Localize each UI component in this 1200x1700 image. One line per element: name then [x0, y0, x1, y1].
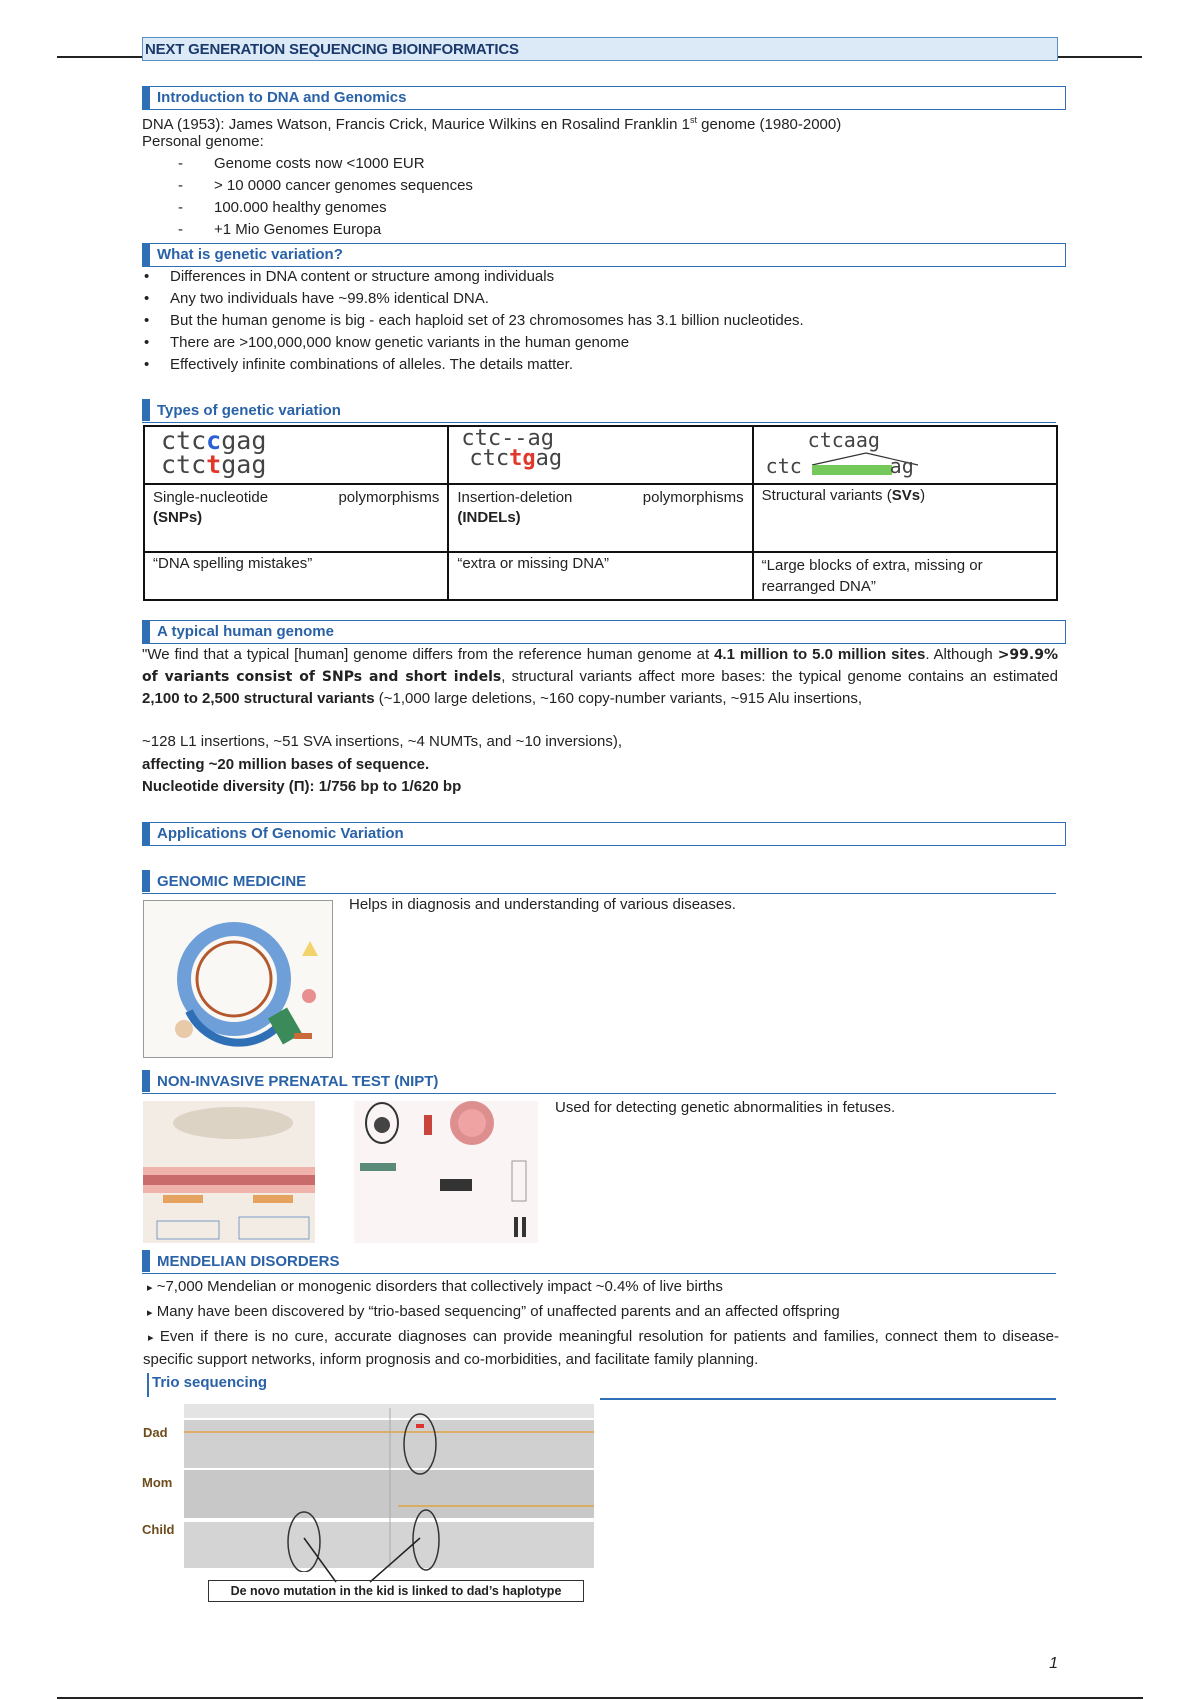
sv-name-cell: Structural variants (SVs)	[753, 484, 1057, 552]
trio-caption: De novo mutation in the kid is linked to dad’s haplotype	[208, 1580, 584, 1602]
snp-desc-cell: “DNA spelling mistakes”	[144, 552, 448, 600]
trio-caption-pointers	[290, 1536, 430, 1586]
variation-list	[142, 266, 804, 376]
section-heading-mendelian: MENDELIAN DISORDERS	[142, 1250, 1056, 1274]
mendelian-bullet-1: ▸ ~7,000 Mendelian or monogenic disorders that collectively impact ~0.4% of live births	[147, 1278, 723, 1295]
trio-label-dad: Dad	[143, 1425, 168, 1440]
genomic-medicine-text: Helps in diagnosis and understanding of various diseases.	[349, 896, 736, 913]
mendelian-bullet-2: ▸ Many have been discovered by “trio-based sequencing” of unaffected parents and an affected offspring	[147, 1303, 840, 1320]
list-item: - Genome costs now <1000 EUR	[142, 153, 473, 175]
section-heading-applications: Applications Of Genomic Variation	[142, 822, 1066, 846]
top-rule-left	[57, 56, 143, 58]
list-item: - > 10 0000 cancer genomes sequences	[142, 175, 473, 197]
personal-genome-label: Personal genome:	[142, 133, 264, 150]
top-rule-right	[1058, 56, 1142, 58]
variation-types-table	[143, 425, 1058, 601]
nipt-placenta-image	[143, 1101, 315, 1243]
indel-sequence-cell: ctc--ag ctctgag	[448, 426, 752, 484]
trio-label-child: Child	[142, 1522, 175, 1537]
sv-sequence-cell: ctcaag ctc ag	[753, 426, 1057, 484]
typical-genome-line3: affecting ~20 million bases of sequence.	[142, 756, 430, 773]
section-heading-types: Types of genetic variation	[142, 399, 1056, 423]
indel-name-cell: Insertion-deletion polymorphisms (INDELs)	[448, 484, 752, 552]
list-item: • But the human genome is big - each haploid set of 23 chromosomes has 3.1 billion nucleotides.	[142, 310, 804, 332]
section-heading-intro: Introduction to DNA and Genomics	[142, 86, 1066, 110]
genomic-medicine-cycle-image	[143, 900, 333, 1058]
trio-heading: Trio sequencing	[152, 1374, 268, 1391]
section-heading-variation: What is genetic variation?	[142, 243, 1066, 267]
list-item: • Any two individuals have ~99.8% identical DNA.	[142, 288, 804, 310]
personal-genome-list	[142, 153, 473, 241]
section-heading-nipt: NON-INVASIVE PRENATAL TEST (NIPT)	[142, 1070, 1056, 1094]
typical-genome-line2: ~128 L1 insertions, ~51 SVA insertions, ~4 NUMTs, and ~10 inversions),	[142, 733, 622, 750]
nucleotide-diversity: Nucleotide diversity (Π): 1/756 bp to 1/620 bp	[142, 778, 462, 795]
list-item: • Differences in DNA content or structure among individuals	[142, 266, 804, 288]
list-item: - 100.000 healthy genomes	[142, 197, 473, 219]
page-title: NEXT GENERATION SEQUENCING BIOINFORMATICS	[142, 37, 1058, 61]
intro-dna-history: DNA (1953): James Watson, Francis Crick, Maurice Wilkins en Rosalind Franklin 1st genome (1980-2000)	[142, 115, 842, 133]
list-item: • There are >100,000,000 know genetic variants in the human genome	[142, 332, 804, 354]
nipt-placenta-graphic	[143, 1101, 315, 1243]
genomic-medicine-cycle-graphic	[144, 901, 332, 1057]
nipt-workflow-graphic	[354, 1101, 538, 1243]
indel-desc-cell: “extra or missing DNA”	[448, 552, 752, 600]
trio-label-mom: Mom	[142, 1475, 173, 1490]
sv-desc-cell: “Large blocks of extra, missing or rearranged DNA”	[753, 552, 1057, 600]
typical-genome-quote: "We find that a typical [human] genome differs from the reference human genome at 4.1 million to 5.0 million sites. Although >99.9% of variants consist of SNPs and short indels, structural variants affect more bases: the typical genome contains an estimated 2,100 to 2,500 structural variants (~1,000 large deletions, ~160 copy-number variants, ~915 Alu insertions,	[142, 646, 1058, 707]
nipt-text: Used for detecting genetic abnormalities in fetuses.	[555, 1099, 896, 1116]
section-heading-typical: A typical human genome	[142, 620, 1066, 644]
nipt-workflow-image	[354, 1101, 538, 1243]
list-item: - +1 Mio Genomes Europa	[142, 219, 473, 241]
snp-sequence-cell: ctccgag ctctgag	[144, 426, 448, 484]
mendelian-bullet-3: ▸ Even if there is no cure, accurate diagnoses can provide meaningful resolution for patients and families, connect them to disease-specific support networks, inform prognosis and co-morbidities, and facilitate family planning.	[143, 1328, 1059, 1368]
trio-heading-marker	[147, 1373, 149, 1397]
bottom-rule	[57, 1697, 1143, 1699]
trio-heading-rule	[600, 1398, 1056, 1400]
list-item: • Effectively infinite combinations of alleles. The details matter.	[142, 354, 804, 376]
page-number: 1	[1049, 1655, 1058, 1672]
snp-name-cell: Single-nucleotide polymorphisms (SNPs)	[144, 484, 448, 552]
section-heading-genomic-medicine: GENOMIC MEDICINE	[142, 870, 1056, 894]
